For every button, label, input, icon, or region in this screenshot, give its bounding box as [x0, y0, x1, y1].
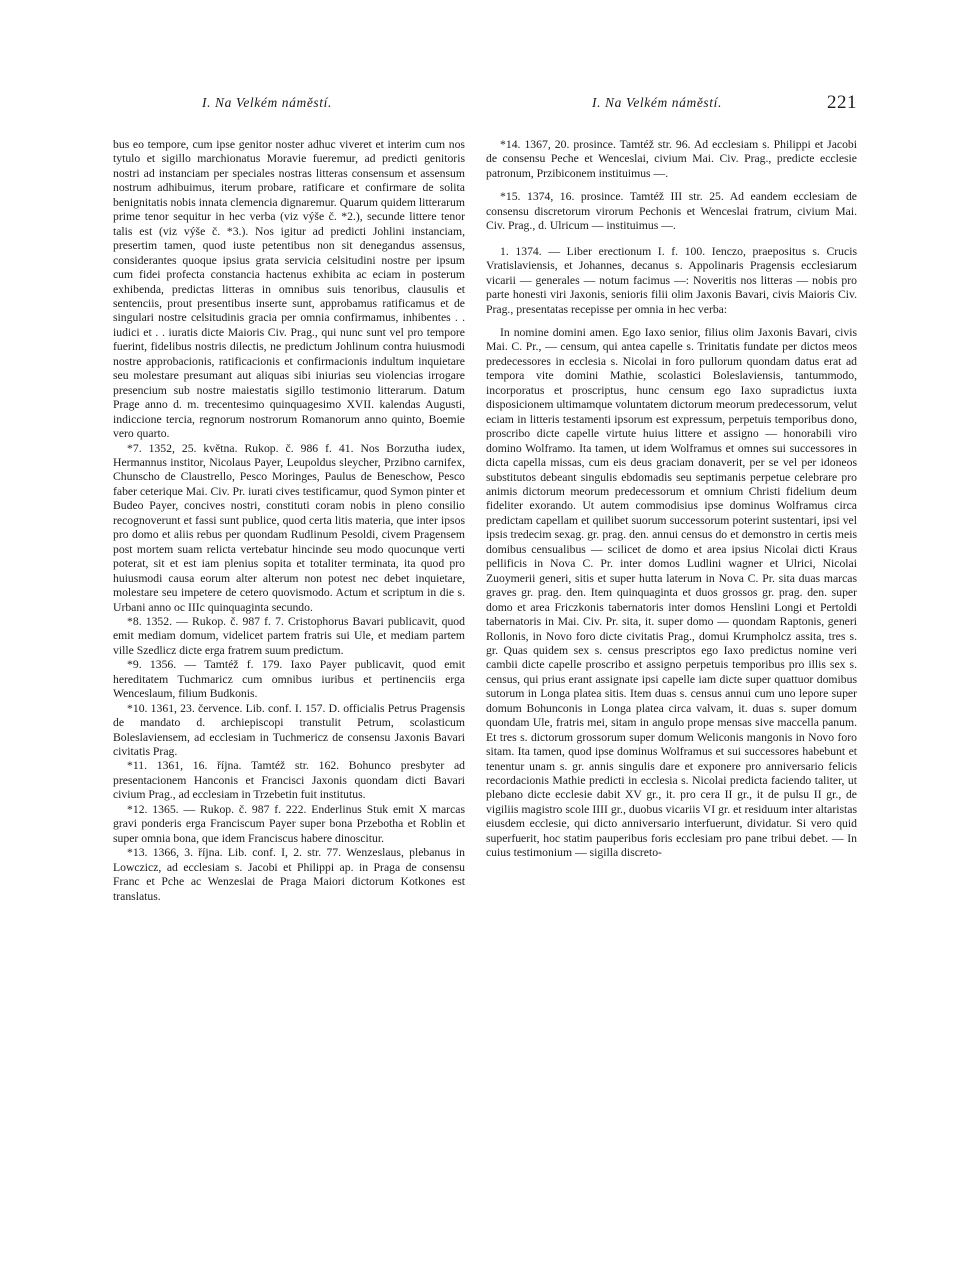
- paragraph-entry-8: *8. 1352. — Rukop. č. 987 f. 7. Cristophorus Bavari publicavit, quod emit mediam domum, videlicet partem fratris sui Ule, et mediam partem ville Szedlicz dicte erga fratrem suum predictum.: [113, 614, 465, 657]
- paragraph-entry-14: *14. 1367, 20. prosince. Tamtéž str. 96. Ad ecclesiam s. Philippi et Jacobi de consensu Peche et Wenceslai, civium Mai. Civ. Prag., predicte ecclesie patronum, Przibiconem instituimus —.: [486, 138, 857, 180]
- paragraph-entry-9: *9. 1356. — Tamtéž f. 179. Iaxo Payer publicavit, quod emit hereditatem Tuchmaricz cum omnibus iuribus et pertinenciis erga Wenceslaum, filium Budkonis.: [113, 658, 465, 701]
- paragraph-liber-erectionum: 1. 1374. — Liber erectionum I. f. 100. Ienczo, praepositus s. Crucis Vratislaviensis, et Johannes, decanus s. Appolinaris Pragensis ecclesiarum vicarii — generales — notum facimus —: Noveritis nos litteras — nobis pro parte honesti viri Jaxonis, senioris filii olim Jaxonis Bavari, civis Maioris Civ. Prag., presentatas recepisse per omnia in hec verba:: [486, 244, 857, 316]
- paragraph-entry-15: *15. 1374, 16. prosince. Tamtéž III str. 25. Ad eandem ecclesiam de consensu discretorum virorum Pechonis et Wenceslai fratrum, civium Mai. Civ. Prag., d. Ulricum — instituimus —.: [486, 190, 857, 233]
- paragraph-entry-7: *7. 1352, 25. května. Rukop. č. 986 f. 41. Nos Borzutha iudex, Hermannus institor, Nicolaus Payer, Leupoldus sleycher, Przibno carnifex, Chunscho de Claustrello, Pesco Moringes, Paulus de Beneschow, Pesco faber ceterique Mai. Civ. Pr. iurati cives testificamur, quod Symon pinter et Budeo Payer, concives nostri, constituti coram nobis in pleno consilio recognoverunt et fassi sunt publice, quod certa litis materia, que inter ipsos pro domo et aliis rebus per quondam Rudlinum Pesoldi, civem Pragensem post mortem suam relicta vertebatur hincinde seu modo quocunque verti poterat, sit et est iam plenius sopita et totaliter terminata, ita quod pro huiusmodi causa eorum alter alterum non potest nec debet inquietare, molestare seu impetere de cetero quovismodo. Actum et scriptum in die s. Urbani anno oc IIIc quinquaginta secundo.: [113, 441, 465, 614]
- running-head-left: I. Na Velkém náměstí.: [202, 95, 332, 110]
- left-text-column: [113, 138, 465, 904]
- right-text-column: [486, 138, 857, 861]
- paragraph-charter-continuation: bus eo tempore, cum ipse genitor noster adhuc viveret et interim cum nos tytulo et sigillo marchionatus Moravie fueremur, ad predicti genitoris nostri ad instanciam per speciales nostras litteras consensum et assensum nostrum adhibuimus, iterum probare, ratificare et confirmare de solita benignitatis nobis innata clemencia dignaremur. Quarum quidem litterarum prime tenor sequitur in hec verba (viz výše č. *2.), secunde littere tenor talis est (viz výše č. *3.). Nos igitur ad predicti Johlini instanciam, presertim tamen, quod iuste petentibus non sit denegandus assensus, considerantes quoque ipsius grata servicia celsitudini nostre per ipsum cum fidei profecta constancia hactenus exhibita ac eciam in posterum exhibenda, predictas litteras in omnibus suis tenoribus, clausulis et sentenciis, prout presentibus inserte sunt, approbamus ratificamus et de singulari nostre celsitudinis gracia per omnia confirmamus, inhibentes . . iudici et . . iuratis dicte Maioris Civ. Prag., qui nunc sunt vel pro tempore fuerint, fidelibus nostris dilectis, ne predictum Johlinum contra huiusmodi nostre approbacionis, ratificacionis et confirmacionis indultum inquietare seu molestare presumant aut aliquas sibi iniurias seu violencias irrogare presencium sub nostre maiestatis sigillo testimonio litterarum. Datum Prage anno d. m. trecentesimo quinquagesimo XVII. kalendas Augusti, indiccione tercia, regnorum nostrorum Romanorum anno quinto, Boemie vero quarto.: [113, 138, 465, 441]
- paragraph-charter-text: In nomine domini amen. Ego Iaxo senior, filius olim Jaxonis Bavari, civis Mai. C. Pr., — censum, qui antea capelle s. Trinitatis fundate per dictos meos predecessores in ecclesia s. Nicolai in foro pullorum quondam datus erat ad tempora vite domini Mathie, scolastici Boleslaviensis, tantummodo, incorporatus et proscriptus, hunc censum ego Iaxo supradictus iuxta disposicionem ultimamque voluntatem dictorum meorum predecessorum, velut eciam in litteris testamenti ipsorum est expressum, perpetuis temporibus dono, proscribo dicte capelle virtute huius littere et assigno — honorabili viro domino Wolframo. Ita tamen, ut idem Wolframus et omnes sui successores in dicta capella missas, cum eis deus graciam donaverit, per se vel per idoneos substitutos debeant singulis ebdomadis seu septimanis perpetue celebrare pro animis dictorum meorum predecessorum et omnium Christi fidelium deum fideliter exorando. Ut autem commodisius ipse dominus Wolframus circa predictam capellam et quilibet suorum successorum poterint sustentari, ipsi vel ipsis tredecim sexag. gr. prag. den. annui census do et demonstro in certis meis domibus censualibus — scilicet de domo et area ipsius Nicolai dicti Kraus pellificis in Nova C. Pr. inter domos Ludlini wagner et Ulrici, Nicolai Zuoymerii generi, sitis et super hutta laterum in Nova C. Pr. sita duas marcas graves gr. prag. den. Item quinquaginta et duos grossos gr. prag. den. super domo et area Friczkonis tabernatoris inter domos Henslini Longi et Pertoldi tabernatoris in Mai. Civ. Pr. sita, it. super domo — quondam Raptonis, generi Rollonis, in Novo foro dicte civitatis Prag., domui Krumpholcz assita, tres s. gr. Quas quidem sex s. census prescriptos ego Iaxo predictus nomine veri cambii dicte capelle proscribo et assigno perpetuis temporibus pro illis sex s. census, qui prius erant assignate ipsi capelle iam dicte super quattuor domibus sutorum in Longa platea sitis. Item duas s. census annui cum uno lepore super domum Bohunconis in Longa platea circa valvam, it. duas s. super domum quondam Ule, fratris mei, sitam in angulo prope mensas sive maccella panum. Et tres s. dictorum grossorum super domum Weliconis mangonis in Novo foro sitam. Ita tamen, quod ipse dominus Wolframus et sui successores habebunt et tenentur unam s. gr. annis singulis dare et exponere pro anniversario felicis recordacionis Mathie predicti in ecclesia s. Nicolai predicta faciendo taliter, ut plebano dicte ecclesie dabit XV gr., it. pro cera II gr., it de pulsu II gr., de vigiliis magistro scole IIII gr., duobus vicariis VI gr. et residuum inter altaristas eiusdem ecclesie, qui dicto anniversario interfuerunt, dividatur. Si vero quid superfuerit, hoc statim pauperibus foris ecclesiam pro pane tribui debet. — In cuius testimonium — sigilla discreto-: [486, 325, 857, 860]
- paragraph-entry-12: *12. 1365. — Rukop. č. 987 f. 222. Enderlinus Stuk emit X marcas gravi ponderis erga Franciscum Payer super bona Przebotha et Roblin et super omnia bona, que idem Franciscus habere dinoscitur.: [113, 802, 465, 845]
- paragraph-entry-10: *10. 1361, 23. července. Lib. conf. I. 157. D. officialis Petrus Pragensis de mandato d. archiepiscopi transtulit Petrum, scolasticum Boleslaviensem, ad ecclesiam in Tuchmericz de consensu Jaxonis Bavari civitatis Prag.: [113, 701, 465, 759]
- running-head-right: I. Na Velkém náměstí.: [592, 95, 722, 110]
- paragraph-entry-13: *13. 1366, 3. října. Lib. conf. I, 2. str. 77. Wenzeslaus, plebanus in Lowczicz, ad ecclesiam s. Jacobi et Philippi ap. in Praga de consensu Franc et Pche ac Wenzeslai de Praga Maiori dictorum Kotkones est translatus.: [113, 846, 465, 903]
- paragraph-entry-11: *11. 1361, 16. října. Tamtéž str. 162. Bohunco presbyter ad presentacionem Hanconis et Francisci Jaxonis quondam dicti Bavari civium Prag., ad ecclesiam in Trzebetin fuit institutus.: [113, 759, 465, 802]
- page-number: 221: [827, 92, 857, 113]
